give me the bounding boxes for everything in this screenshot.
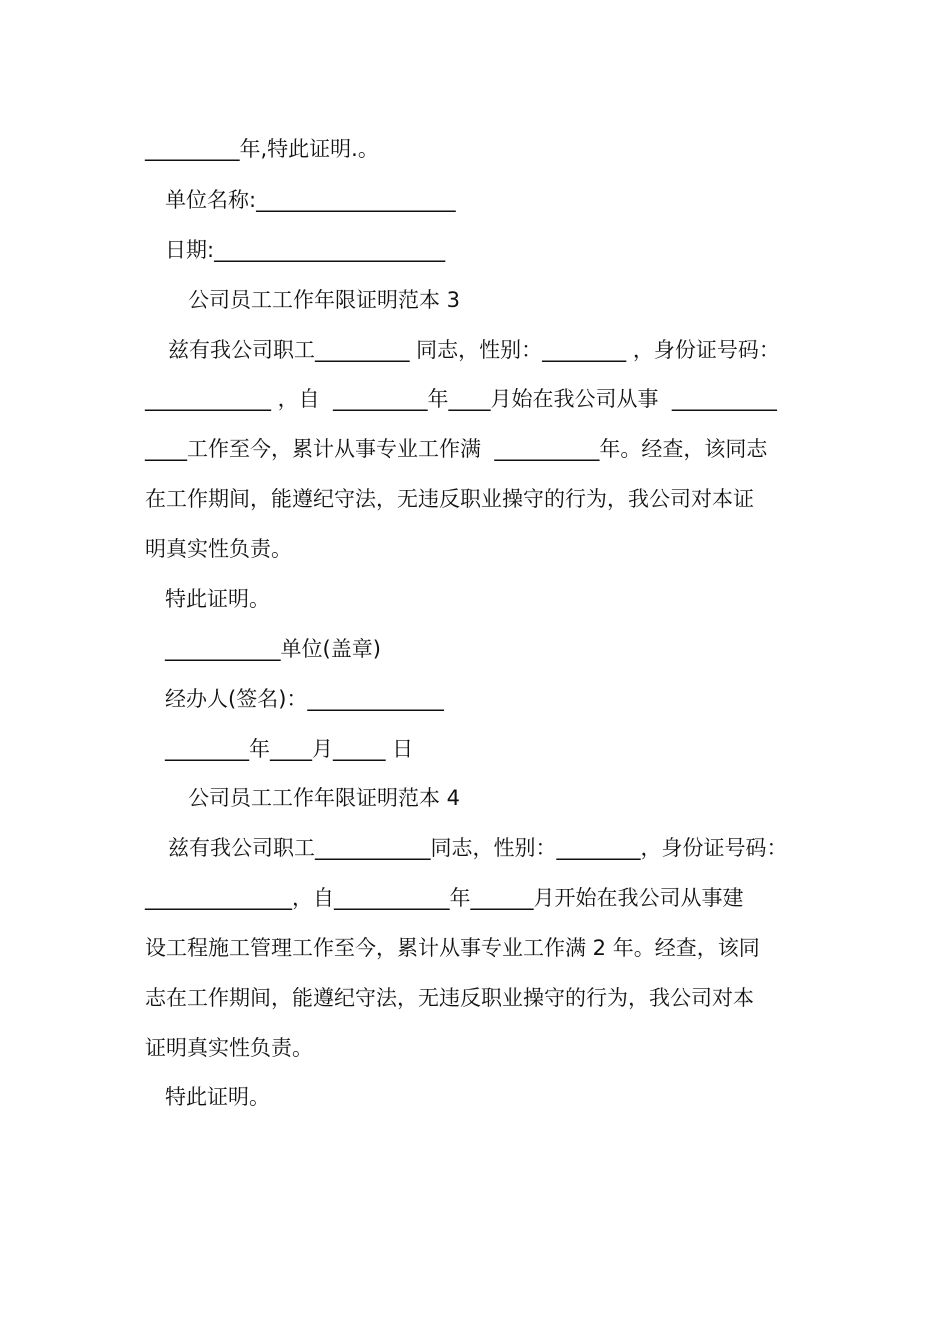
date-line: 日期:______________________ [165, 238, 446, 262]
section-title-3: 公司员工工作年限证明范本 3 [188, 288, 461, 312]
paragraph-line: 兹有我公司职工___________同志，性别：________，身份证号码： [168, 836, 788, 860]
paragraph-line: 证明真实性负责。 [145, 1036, 313, 1060]
date-line: ________年____月_____ 日 [165, 737, 414, 761]
paragraph-line: 在工作期间，能遵纪守法，无违反职业操守的行为，我公司对本证 [145, 487, 754, 511]
closing-line: 特此证明。 [165, 587, 270, 611]
paragraph-line: 兹有我公司职工_________ 同志，性别：________ ，身份证号码： [168, 338, 780, 362]
paragraph-line: ____________ ，自 _________年____月始在我公司从事 __________ [145, 387, 777, 411]
paragraph-line: ______________，自___________年______月开始在我公司从事建 [145, 886, 744, 910]
unit-name-line: 单位名称:___________________ [165, 188, 456, 212]
paragraph-line: ____工作至今，累计从事专业工作满 __________年。经查，该同志 [145, 437, 768, 461]
paragraph-line: 设工程施工管理工作至今，累计从事专业工作满 2 年。经查，该同 [145, 936, 760, 960]
section-title-4: 公司员工工作年限证明范本 4 [188, 786, 461, 810]
closing-line: 特此证明。 [165, 1085, 270, 1109]
paragraph-line: 志在工作期间，能遵纪守法，无违反职业操守的行为，我公司对本 [145, 986, 754, 1010]
paragraph-line: 明真实性负责。 [145, 537, 292, 561]
signer-line: 经办人(签名)：_____________ [165, 687, 444, 711]
seal-line: ___________单位(盖章) [165, 637, 381, 661]
text-line: _________年,特此证明.。 [145, 137, 379, 161]
